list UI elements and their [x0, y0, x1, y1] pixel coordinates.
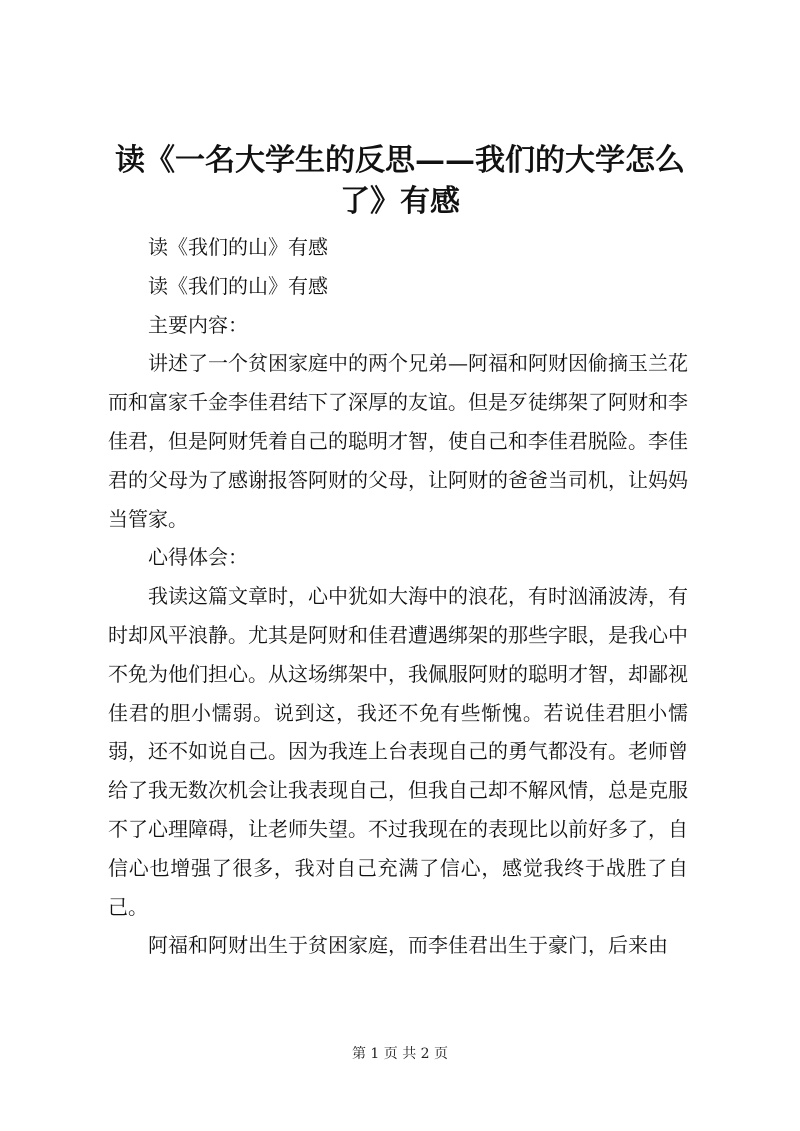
- section-heading-reflection: 心得体会：: [148, 545, 248, 570]
- paragraph: 讲述了一个贫困家庭中的两个兄弟—阿福和阿财因偷摘玉兰花而和富家千金李佳君结下了深厚的友谊。但是歹徒绑架了阿财和李佳君，但是阿财凭着自己的聪明才智，使自己和李佳君脱险。李佳君的父母为了感谢报答阿财的父母，让阿财的爸爸当司机，让妈妈当管家。: [108, 351, 688, 531]
- document-title: 读《一名大学生的反思——我们的大学怎么了》有感: [115, 143, 685, 219]
- paragraph: 读《我们的山》有感: [148, 273, 328, 298]
- page-footer: 第 1 页 共 2 页: [351, 1046, 449, 1062]
- paragraph: 我读这篇文章时，心中犹如大海中的浪花，有时汹涌波涛，有时却风平浪静。尤其是阿财和佳君遭遇绑架的那些字眼，是我心中不免为他们担心。从这场绑架中，我佩服阿财的聪明才智，却鄙视佳君的胆小懦弱。说到这，我还不免有些惭愧。若说佳君胆小懦弱，还不如说自己。因为我连上台表现自己的勇气都没有。老师曾给了我无数次机会让我表现自己，但我自己却不解风情，总是克服不了心理障碍，让老师失望。不过我现在的表现比以前好多了，自信心也增强了很多，我对自己充满了信心，感觉我终于战胜了自己。: [108, 584, 688, 919]
- paragraph: 读《我们的山》有感: [148, 235, 328, 259]
- paragraph: 阿福和阿财出生于贫困家庭，而李佳君出生于豪门，后来由: [148, 933, 668, 958]
- document-body: [108, 228, 688, 965]
- section-heading-main-content: 主要内容：: [148, 312, 248, 337]
